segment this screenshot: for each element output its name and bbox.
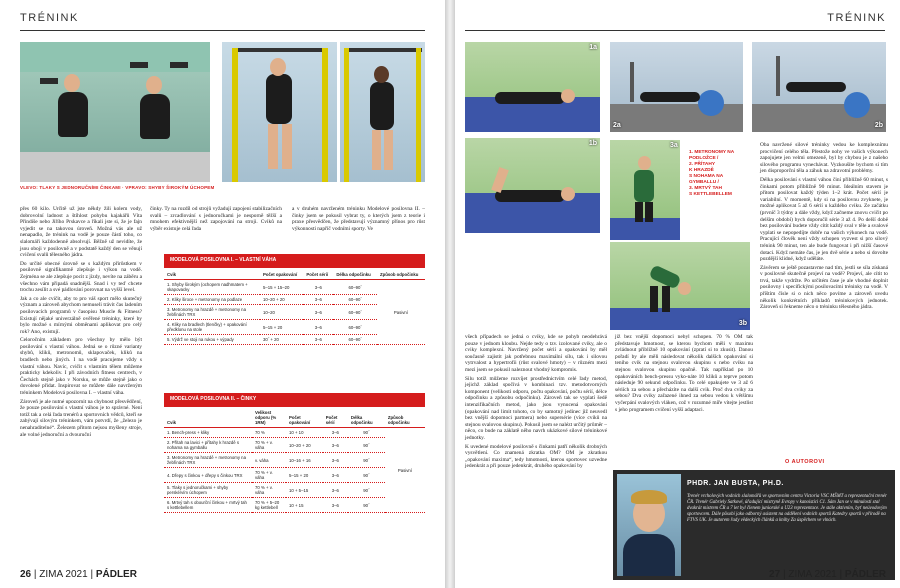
table-cell: 5–15 + 20: [260, 320, 303, 335]
photo-1b-metronome: [465, 138, 600, 233]
photo-wide-pullup-front: [222, 42, 337, 182]
table-cell: 4. Dřepy s činkou + dřepy s činkou TRX: [164, 468, 252, 483]
table-cell: 2. Přítah na lavici + přítahy k hrazdě s nohama na gymballu: [164, 438, 252, 453]
author-bio: Trenér vrcholových vodních slalomářů ve sportovním centru Victoria VSC MŠMT a reprezentační trenér ČR. Trenér Gabriely Satkové, úřadující mistryně Evropy v kanoistici C1. Sám Jan se v minulosti stal dvakrát mistrem ČR a 7 let byl členem juniorské a U23 reprezentace. Je stále aktivním, byť neúvodovým sportovcem. Dále působí jako odborný asistent na oddělení vodních sportů Katedry sportů v přírodě na FTVS UK. Je autorem řady vědeckých článků a knihy Za úspěchem ve vlnách.: [687, 494, 887, 523]
magazine-name: PÁDLER: [844, 569, 886, 580]
author-name: PHDR. JAN BUSTA, PH.D.: [687, 480, 784, 487]
table-cell: 60–90˝: [333, 280, 377, 295]
table-cell: 3–6: [323, 498, 348, 513]
table-cell: 60–90˝: [333, 335, 377, 345]
table-cell: 3–6: [323, 483, 348, 498]
table-cell: 10 + 5–15: [286, 483, 323, 498]
photo-wide-pullup-back: [340, 42, 425, 182]
table-cell: 3. Metronomy na hrazdě + metronomy na žebřinách TRX: [164, 453, 252, 468]
left-header-rule: [20, 30, 425, 31]
issue-label: ZIMA 2021: [39, 569, 88, 580]
table-header-row: [164, 408, 425, 428]
paragraph: Oba navržené silové tréninky vedou ke komplexnímu procvičení celého těla. Přestože nohy ve vašich výkonech zapojujete jen velmi omezeně, byl by chybou je z našeho silového programu vynechávat. Vyzkoušíte bychom si tím jen disproporční těla a záhuk na zdravotní problémy.: [760, 142, 888, 175]
table-cell: 10–20 + 20: [286, 438, 323, 453]
table-cell: 10–16 + 16: [286, 453, 323, 468]
table-header: Způsob odpočinku: [385, 408, 425, 428]
table-cell: 10–20: [260, 305, 303, 320]
table-cell: 70 % + v. váha: [252, 468, 286, 483]
photo-dumbbell-press: [20, 42, 210, 182]
table-cell: 90˝: [348, 453, 385, 468]
photo-label: 1b: [588, 140, 597, 147]
photo-label: 3b: [738, 320, 747, 327]
table-cell: 90˝: [348, 468, 385, 483]
table-cell: 90˝: [348, 438, 385, 453]
table-cell: 5. Tlaky s jednoručkami + shyby perské/vím úchopem: [164, 483, 252, 498]
table-cell: 1. Shyby širokým (ochopem nadhmatem + skapovacky: [164, 280, 260, 295]
table-cell: v. váha: [252, 453, 286, 468]
table-cell-rest-method: Pasivní: [385, 428, 425, 513]
left-header: TRÉNINK: [20, 12, 79, 24]
issue-label: ZIMA 2021: [788, 569, 837, 580]
paragraph: Závěrem se ještě pozastavme nad tím, jestli se síla získaná v posilovně skutečně projeví na vodě? Projeví, ale cítit to trvá, takže vydržte. Po určitém čase je ale vhodné doplnit posilovny i specifickými posilovacími tréninky na vodě. V příštím čísle si o nich něco povíme a zároveň uvedu několik konkrétních příkladů tréninkových jednotek. Zároveň si řekneme něco o tréninku tělesného jádra.: [760, 264, 888, 311]
paragraph: K uvedené modelové posilovně s činkami patří několik drobných vysvětlení. Co znamená zkratka OM? OM je zkratkou „opakování maxima“, tedy hmotnosti, kterou sportovec uzvedne jedenkrát a při pouze jedenkrát, druhého opakování by: [465, 443, 607, 470]
left-page: [0, 0, 445, 588]
table-cell-rest-method: Pasivní: [377, 280, 425, 345]
photo-1a-metronome: [465, 42, 600, 132]
photo-3a-kettlebell: [610, 140, 680, 240]
spread-gutter: [445, 0, 455, 588]
paragraph: již bez vnější dopomoci nebyl schopen. 70 % OM tak představuje hmotnost, se kterou bychom měli v maximu zvládnout přibližně 10 opakování (zpratí si to zkusit). Danou pořadí by ale měli následovat několik dalších opakování si teniho cvik na stejnou svalovou skupinu s nebo cviku na stejnou svalovou skupinu opačně. Tak například po 10 opakováních bench-pressu vyko-náte 10 kliků a teprve potom následuje 90 sekund odpočinku. To celé opakujete ve 3 až 6 sériích za sebou a přecházíte na další cvik. Proč dva cviky za sebou? Dva cviky zařazené ihned za sebou vedou k většímu vyčerpání svalových vláken, což v rozumné míře vítejte jestlist s jeho programem cvičení vyšší adaptaci.: [615, 334, 753, 413]
table-row: [164, 428, 425, 438]
author-section-tag: O AUTOROVI: [785, 459, 825, 465]
table-header: Délka odpočinku: [333, 270, 377, 280]
right-col-3: [615, 334, 753, 415]
table-own-weight: [164, 270, 425, 345]
right-col-1: [760, 142, 888, 313]
table-dumbbells: [164, 408, 425, 513]
left-col-1: [20, 206, 142, 440]
table-cell: 90˝: [348, 483, 385, 498]
table-cell: 10 + 15: [286, 498, 323, 513]
table-cell: 90˝: [348, 498, 385, 513]
photo-label: 2a: [613, 122, 621, 129]
table-cell: 3–6: [303, 320, 333, 335]
table-cell: 30˝ + 20: [260, 335, 303, 345]
table-header: Cvik: [164, 270, 260, 280]
table-cell: 70 %: [252, 428, 286, 438]
table-cell: 3–6: [323, 428, 348, 438]
table-cell: 70 % + 5–20 kg kettlebell: [252, 498, 286, 513]
paragraph: Celoročním základem pro všechny by mělo být posilování s vlastní váhou. Jedná se o různé varianty shybů, kliků, metronomů, sklapovaček, kliků na bradlech nebo jiných. I na vodě pracujeme vždy s vlastní váhou. Navíc, cvičit s vlastním tělem můžeme prakticky kdekoliv. I při závodních fitness centrech, v Čechách stejně jako v Norsku, se může stejně jako o dovolené přidat. Inspirovat se můžete dále navrženým tréninkem Modelová posilovna I. – vlastní váha.: [20, 337, 142, 397]
right-header-rule: [465, 30, 885, 31]
photo-label: 3a: [670, 142, 678, 149]
table-row: [164, 280, 425, 295]
table-cell: 10 + 10: [286, 428, 323, 438]
photo-3b-kettlebell: [610, 242, 750, 330]
magazine-name: PÁDLER: [95, 569, 137, 580]
table-cell: 3–6: [303, 305, 333, 320]
paragraph: Jak a co ale cvičit, aby to pro váš sport mělo skutečný význam a zároveň abychom nemuseli trávit čas ladením posilovacích programů v časopisu Muscle & Fitness? Existují nějaké univerzálně ověřené tréninky, které by bylo možné s mírnými obměnami aplikovat pro celý rok? Ano, existují.: [20, 295, 142, 335]
table-header: Délka odpočinku: [348, 408, 385, 428]
right-footer: 27 | ZIMA 2021 | PÁDLER: [769, 569, 886, 580]
paragraph: a v druhém navrženém tréninku Modelové posilovna II. – činky jsem se pokusil vybrat ty, o kterých jsem z teorie i praxe přesvědčen, že představují významný přínos pro růst výkonnosti napříč vodními sporty. Ve: [292, 206, 425, 232]
right-header: TRÉNINK: [827, 12, 886, 24]
photo-label: 1a: [589, 44, 597, 51]
table-cell: 1. Bench-press + kliky: [164, 428, 252, 438]
paragraph: všech případech se jedná o cviky, kde se pohyb neodehrává pouze v jednom kloubu. Nejde tedy o tzv. izolované cviky, ale o cviky komplexní. Navržený počet sérií a opakování by měl současně zajistit jak potřebnou maximální sílu, tak i silovou vytrvalost a hypertrofii (růst svalové hmoty) – v různém mezi mezi jsem se pokusil naleznout vhodný kompromis.: [465, 334, 607, 373]
table-cell: 60–90˝: [333, 295, 377, 305]
table-header-row: [164, 270, 425, 280]
table-cell: 2. Kliky široce + metronomy na podlaze: [164, 295, 260, 305]
table-cell: 60–90˝: [333, 305, 377, 320]
right-page: [455, 0, 900, 588]
paragraph: Silu totiž můžeme rozvíjet prostřednictvím celé řady metod, jejichž základ spočívá v kombinaci tzv. metodotvorných komponent (velikosti odporu, počtu opakování, počtu sérií, délce odpočinku a způsobu odpočinku). Zároveň tak se vyplatí šedě intenzifikačních metod, jako jsou vynucená opakování (opakování nad limit tohoto, co by samotný jedinec již neuvedl bez vnější dopomoci partnera) nebo supersérie (více cviků na stejnou svalovou skupinu). Pokusil jsem se nalézt určitý průměr – něco, co bude na záklatě něho navrh ukázkové silové tréninkové jednotky.: [465, 375, 607, 441]
photo-callout: 1. METRONOMY NA PODLOŽCE / 2. PŘÍTAHY K HRAZDĚ S NOHAMA NA GYMBALLU / 3. MRTVÝ TAH S KETTLEBELLEM: [689, 150, 735, 197]
table-1-title: MODELOVÁ POSILOVNA I. – VLASTNÍ VÁHA: [164, 254, 425, 268]
paragraph: Zároveň je ale nutné upozornit na chybnost přesvědčení, že pouze posilování s vlastní váhou je to správné. Není totiž tak a celá řada trenérů a sportovních vědců, kteří se zabývají silovým tréninkem, vám potvrdí, že „železo je nenahraditelné“. Železem přitom nejsou myšleny stroje, ale volné jednoruční a dvouruční: [20, 398, 142, 438]
page-number: 26: [20, 569, 32, 580]
table-header: Způsob odpočinku: [377, 270, 425, 280]
table-cell: 3–6: [323, 468, 348, 483]
table-cell: 3–6: [303, 295, 333, 305]
table-header: Cvik: [164, 408, 252, 428]
table-cell: 5–15 + 20: [286, 468, 323, 483]
table-cell: 3–6: [323, 453, 348, 468]
table-cell: 10–20 + 20: [260, 295, 303, 305]
table-cell: 60–90˝: [333, 320, 377, 335]
page-number: 27: [769, 569, 781, 580]
table-cell: 3–6: [303, 280, 333, 295]
photo-2b-row-gymball: [752, 42, 886, 132]
table-cell: 6. Mrtvý tah s obourční činkou + mrtvý tah s kettlebellem: [164, 498, 252, 513]
table-cell: 90˝: [348, 428, 385, 438]
table-cell: 3–6: [323, 438, 348, 453]
paragraph: činky. Ty na rozdíl od strojů vyžadují zapojení stabilizačních svalů – zrcadlování s jednoručkami je nesporně těžší a mnohem efektivnější než zapojování na stroji. Cviků na výběr existuje celá řada: [150, 206, 282, 232]
table-2-title: MODELOVÁ POSILOVNA II. – ČINKY: [164, 393, 425, 407]
paragraph: Do určité obecné úrovně se s každým přirůstkem v posilovně signifikantně zlepšuje i výkon na vodě. Zejména se ale zlepšuje pocit z jízdy, nevíte na záběru a všechno vám připadá snadnější. Snad i vy teď chcete trochu zesílit a své pádlování porovnat na vyšší level.: [20, 260, 142, 294]
table-header: Počet sérií: [303, 270, 333, 280]
right-col-2: [465, 334, 607, 472]
table-header: Počet opakování: [286, 408, 323, 428]
author-photo: [617, 474, 681, 576]
photo-caption: VLEVO: TLAKY S JEDNORUČNÍMI ČINKAMI · VPRAVO: SHYBY ŠIROKÝM ÚCHOPEM: [20, 185, 215, 190]
table-cell: 3. Metronomy na hrazdě + metronomy na žebřinách TRX: [164, 305, 260, 320]
left-col-2: [150, 206, 282, 234]
table-cell: 4. Kliky na bradlech (tlenčky) + opakování předklonu na stole: [164, 320, 260, 335]
left-col-3: [292, 206, 425, 234]
table-cell: 3–6: [303, 335, 333, 345]
table-cell: 5. Výdrž ve stoji na rukou + výpady: [164, 335, 260, 345]
table-cell: 5–15 + 15–20: [260, 280, 303, 295]
photo-label: 2b: [874, 122, 883, 129]
left-footer: 26 | ZIMA 2021 | PÁDLER: [20, 569, 137, 580]
table-header: Počet opakování: [260, 270, 303, 280]
paragraph: Délka posilování s vlastní váhou činí přibližně 60 minut, s činkami potom přibližně 90 minut. Ideálním stavem je přitom posilovat každý týden 1–2 krát. Počet sérií je variabilní. V momentě, kdy si na posilovnu zvyknete, je možné aplikovat 5 až 6 sérií u každého cviku. Ze začátku (prvníč 3 týdny a dále vždy, když začneme znovu cvičit po delším období) bych doporučil série 3 až 4. Po delší době bez posilování budete vždy cítit každý sval v těle a svalové vyplati se nepopedíjte dobře na vašich výkonech na vodě. Pracující člověk není vždy schopen vyzvest si pro silový trénink 90 minut, ten ale bude fungovat i při nižší časové dotaci. Když nemáte čas, je jen dvě série a nebo si dovolte pozdější klidné, když uděláte.: [760, 176, 888, 263]
table-header: Velikost odporu (% 1RM): [252, 408, 286, 428]
photo-2a-row-gymball: [610, 42, 743, 132]
paragraph: přes 60 kilo. Určitě už jste někdy žili kolem vody, dobrovolní ladnost a štíhlost pohybu kajakářů Víta Přindiše nebo Jiřího Prskavce a říkali jste si, že je fajn vyjedit se na takovou úroveň. Možná vás ale už nenapadlo, že trénink na vodě je pouze částí toho, co slalomáři každodenně absolvují. Běžně už nevidíte, že jsou oboji v posilovně a v podstatě každý den se věnují cvičení svalů tělesného jádra.: [20, 206, 142, 259]
table-cell: 70 % + v. váha: [252, 483, 286, 498]
table-cell: 70 % + v. váha: [252, 438, 286, 453]
table-header: Počet sérií: [323, 408, 348, 428]
